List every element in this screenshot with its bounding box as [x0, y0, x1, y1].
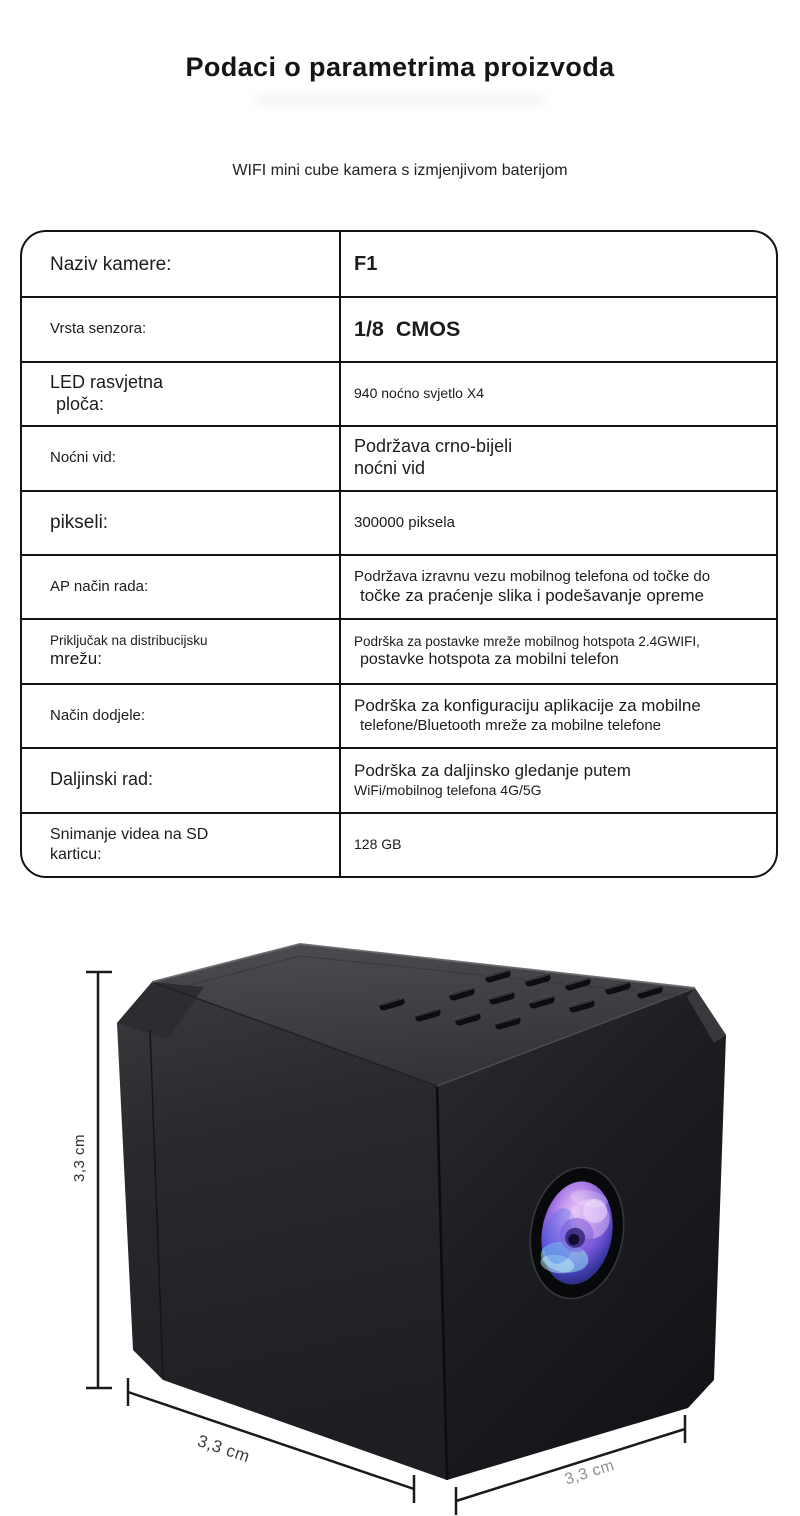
row-value: 300000 piksela — [354, 513, 455, 531]
row-label: pikseli: — [22, 492, 341, 554]
artifact-smudge — [255, 94, 545, 106]
table-row — [22, 296, 776, 360]
row-label: Priključak na distribucijsku mrežu: — [22, 620, 341, 682]
row-label: Vrsta senzora: — [22, 298, 341, 360]
table-row — [22, 425, 776, 489]
row-label: AP način rada: — [22, 556, 341, 618]
width-dimension-label: 3,3 cm — [195, 1431, 253, 1467]
row-value: Podržava izravnu vezu mobilnog telefona od točke do točke za praćenje slika i podešavanje opreme — [354, 567, 711, 605]
row-label: LED rasvjetna ploča: — [22, 363, 341, 425]
product-figure — [0, 930, 800, 1516]
row-label: Noćni vid: — [22, 427, 341, 489]
table-row — [22, 683, 776, 747]
row-value: 128 GB — [354, 836, 402, 853]
camera-cube — [117, 944, 726, 1480]
row-label: Snimanje videa na SD karticu: — [22, 814, 341, 876]
height-dimension — [86, 972, 112, 1388]
row-value: Podržava crno-bijeli noćni vid — [354, 436, 513, 479]
row-value: Podrška za daljinsko gledanje putem WiFi/mobilnog telefona 4G/5G — [354, 761, 631, 799]
table-row — [22, 232, 776, 296]
table-row — [22, 618, 776, 682]
table-row — [22, 812, 776, 876]
row-label: Daljinski rad: — [22, 749, 341, 811]
row-value: Podrška za postavke mreže mobilnog hotspota 2.4GWIFI, postavke hotspota za mobilni telefon — [354, 633, 700, 669]
table-row — [22, 747, 776, 811]
row-value: Podrška za konfiguraciju aplikacije za mobilne telefone/Bluetooth mreže za mobilne telefone — [354, 696, 701, 735]
table-row — [22, 490, 776, 554]
row-label: Naziv kamere: — [22, 232, 341, 296]
table-row — [22, 361, 776, 425]
row-value: 940 noćno svjetlo X4 — [354, 385, 484, 402]
row-value: F1 — [354, 253, 378, 275]
product-subtitle: WIFI mini cube kamera s izmjenjivom baterijom — [232, 162, 568, 179]
table-row — [22, 554, 776, 618]
page-title: Podaci o parametrima proizvoda — [185, 52, 615, 82]
height-dimension-label: 3,3 cm — [71, 1133, 88, 1183]
spec-table — [20, 230, 778, 878]
row-value: 1/8 CMOS — [354, 317, 461, 342]
depth-dimension-label: 3,3 cm — [562, 1456, 617, 1489]
row-label: Način dodjele: — [22, 685, 341, 747]
